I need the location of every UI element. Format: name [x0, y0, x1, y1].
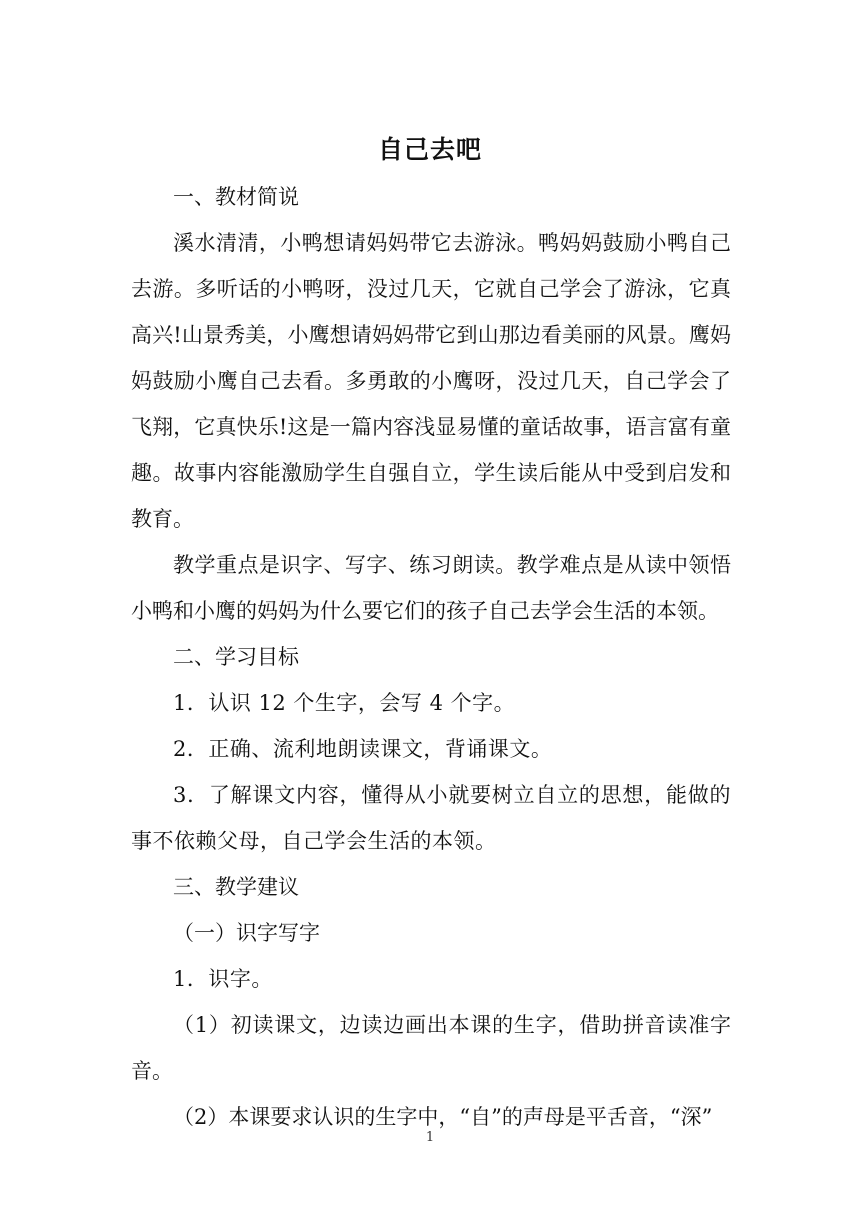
list-item-literacy: 1．识字。 [173, 967, 273, 991]
goal-item-3: 3．了解课文内容，懂得从小就要树立自立的思想，能做的事不依赖父母，自己学会生活的本领。 [131, 783, 731, 853]
section-heading-1: 一、教材简说 [173, 185, 299, 209]
goal-item-1: 1．认识 12 个生字，会写 4 个字。 [173, 691, 516, 715]
list-item-step-1: （1）初读课文，边读边画出本课的生字，借助拼音读准字音。 [131, 1013, 731, 1083]
section-heading-3: 三、教学建议 [173, 875, 299, 899]
document-body [131, 174, 731, 1140]
paragraph-key-points: 教学重点是识字、写字、练习朗读。教学难点是从读中领悟小鸭和小鹰的妈妈为什么要它们的孩子自己去学会生活的本领。 [131, 553, 731, 623]
page-number: 1 [425, 1130, 435, 1145]
list-item-step-2: （2）本课要求认识的生字中，“自”的声母是平舌音，“深” [173, 1105, 713, 1129]
goal-item-2: 2．正确、流利地朗读课文，背诵课文。 [173, 737, 553, 761]
section-heading-2: 二、学习目标 [173, 645, 299, 669]
document-title: 自己去吧 [377, 135, 482, 164]
subsection-heading: （一）识字写字 [173, 921, 320, 945]
paragraph-summary: 溪水清清，小鸭想请妈妈带它去游泳。鸭妈妈鼓励小鸭自己去游。多听话的小鸭呀，没过几天，它就自己学会了游泳，它真高兴!山景秀美，小鹰想请妈妈带它到山那边看美丽的风景。鹰妈妈鼓励小鹰自己去看。多勇敢的小鹰呀，没过几天，自己学会了飞翔，它真快乐!这是一篇内容浅显易懂的童话故事，语言富有童趣。故事内容能激励学生自强自立，学生读后能从中受到启发和教育。 [131, 231, 731, 531]
